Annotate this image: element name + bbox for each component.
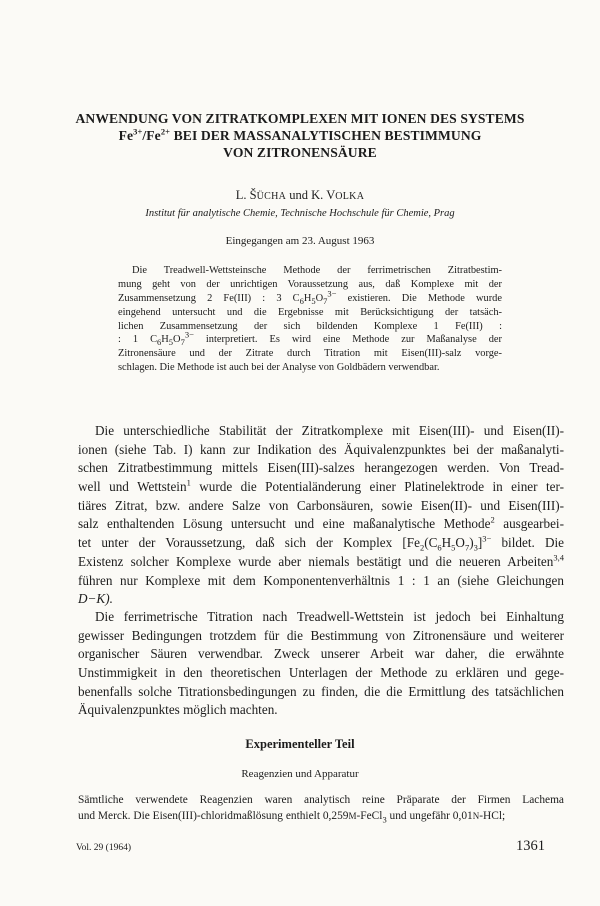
abstract-line: eingehend untersucht und die Ergebnisse mit Berücksichtigung der tatsäch- bbox=[118, 306, 502, 318]
body-paragraph-2 bbox=[78, 608, 564, 720]
abstract-line: : 1 $C_6H_5O_7^{3-}$ interpretiert. Es wird eine Methode zur Maßanalyse der bbox=[118, 329, 502, 348]
title-line-2: $Fe^{3+}/Fe^{2+}$ BEI DER MASSANALYTISCHEN BESTIMMUNG bbox=[118, 126, 482, 143]
abstract-line: Die Treadwell-Wettsteinsche Methode der ferrimetrischen Zitratbestim- bbox=[132, 265, 502, 276]
article-title bbox=[50, 110, 550, 161]
received-date: Eingegangen am 23. August 1963 bbox=[225, 235, 375, 247]
body-line: gewisser Bedingungen trotzdem für die Bestimmung von Zitronensäure und weiterer bbox=[78, 627, 564, 643]
abstract-line: lichen Zusammensetzung der sich bildenden Komplexe 1 Fe(III) : bbox=[118, 320, 502, 332]
body-line: Äquivalenzpunktes möglich machten. bbox=[78, 702, 278, 718]
body-line: salz enthaltenden Lösung untersucht und eine maßanalytische Methode$^2$ ausgearbei- bbox=[78, 515, 564, 532]
abstract-line: mung geht von der unrichtigen Voraussetzung aus, daß Komplexe mit der bbox=[118, 278, 502, 290]
abstract-line: schlagen. Die Methode ist auch bei der Analyse von Goldbädern verwendbar. bbox=[118, 362, 440, 374]
subsection-heading: Reagenzien und Apparatur bbox=[241, 768, 359, 780]
body-line: Unstimmigkeit in den theoretischen Unterlagen der Methode zu erklären und gege- bbox=[78, 665, 564, 681]
body-line: Sämtliche verwendete Reagenzien waren analytisch reine Präparate der Firmen Lachema bbox=[78, 794, 564, 806]
body-line: und Merck. Die Eisen(III)-chloridmaßlösung enthielt 0,259M-FeCl$_3$ und ungefähr 0,01N-HCl; bbox=[78, 810, 506, 825]
volume-label: Vol. 29 (1964) bbox=[76, 843, 131, 853]
title-line-1: ANWENDUNG VON ZITRATKOMPLEXEN MIT IONEN DES SYSTEMS bbox=[75, 111, 525, 126]
body-line: tiäres Zitrat, bzw. andere Salze von Carbonsäuren, sowie Eisen(II)- und Eisen(III)- bbox=[78, 497, 564, 513]
body-line: schen Zitratbestimmung mittels Eisen(III)-salzes herangezogen werden. Von Tread- bbox=[78, 460, 564, 476]
body-paragraph-1 bbox=[78, 422, 564, 609]
abstract-line: Zitronensäure und der Zitrate durch Titration mit Eisen(III)-salz vorge- bbox=[118, 348, 502, 360]
body-line: führen nur Komplexe mit dem Komponentenverhältnis 1 : 1 an (siehe Gleichungen bbox=[78, 572, 564, 588]
abstract bbox=[118, 264, 502, 375]
reference-marker: 1 bbox=[186, 477, 191, 488]
body-line: Die unterschiedliche Stabilität der Zitratkomplexe mit Eisen(III)- und Eisen(II)- bbox=[95, 423, 564, 438]
body-line: ionen (siehe Tab. I) kann zur Indikation des Äquivalenzpunktes bei der maßanalyti- bbox=[78, 441, 564, 457]
body-line: Die ferrimetrische Titration nach Treadwell-Wettstein ist jedoch bei Einhaltung bbox=[95, 609, 564, 624]
affiliation: Institut für analytische Chemie, Technische Hochschule für Chemie, Prag bbox=[145, 208, 455, 219]
page-number: 1361 bbox=[516, 838, 545, 854]
reference-marker: 3,4 bbox=[553, 552, 564, 563]
body-line: well und Wettstein$^1$ wurde die Potentialänderung einer Platinelektrode in einer ter- bbox=[78, 477, 564, 495]
body-line: D−K). bbox=[78, 591, 113, 607]
experimental-paragraph bbox=[78, 792, 564, 824]
section-heading: Experimenteller Teil bbox=[245, 737, 355, 751]
authors: L. ŠÜCHA und K. VOLKA bbox=[235, 188, 365, 202]
reference-marker: 2 bbox=[490, 515, 495, 526]
abstract-line: Zusammensetzung 2 Fe(III) : 3 $C_6H_5O_7^{3-}$ existieren. Die Methode wurde bbox=[118, 288, 502, 306]
body-line: benenfalls solche Titrationsbedingungen zu finden, die die Ermittlung des tatsächlichen bbox=[78, 683, 564, 699]
body-line: Existenz solcher Komplexe wurde aber niemals bestätigt und die neueren Arbeiten$^{3,4}$ bbox=[78, 552, 564, 569]
body-line: tet unter der Voraussetzung, daß sich der Komplex $[Fe_2(C_6H_5O_7)_3]^{3-}$ bildet. Die bbox=[78, 533, 564, 553]
title-line-3: VON ZITRONENSÄURE bbox=[223, 145, 377, 160]
body-line: organischer Säuren verwendbar. Zweck unserer Arbeit war daher, die erwähnte bbox=[78, 646, 564, 662]
